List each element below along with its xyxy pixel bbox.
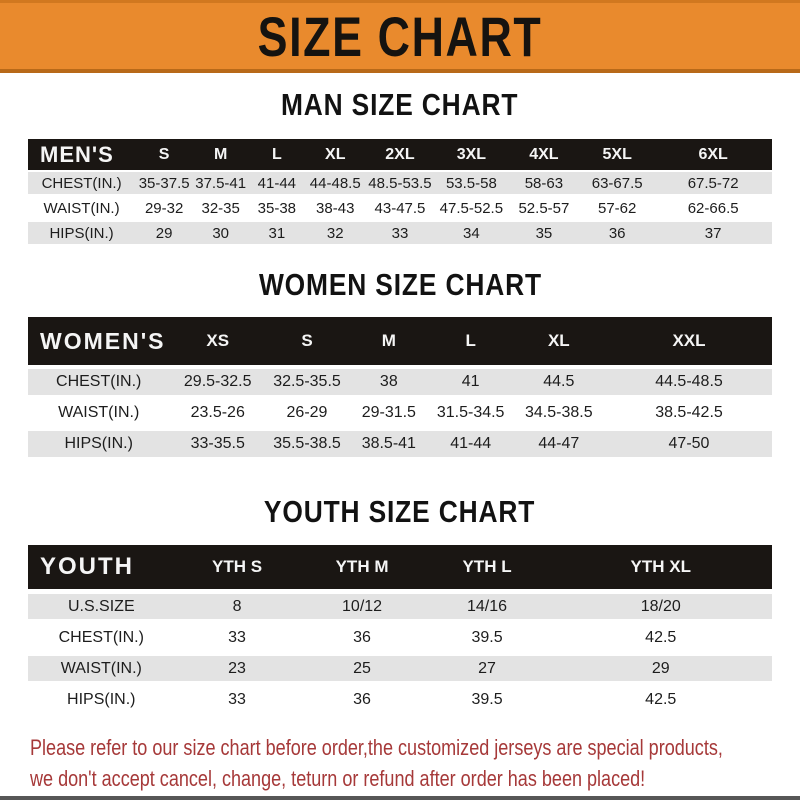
youth-section-heading xyxy=(0,495,800,528)
man-heading-text: MAN SIZE CHART xyxy=(281,87,519,122)
youth-value-cell: 27 xyxy=(478,659,496,677)
youth-value-cell: 25 xyxy=(353,659,371,677)
women-column-header-4: L xyxy=(465,331,476,350)
women-row-label-3: HIPS(IN.) xyxy=(64,435,133,452)
women-table-row-2 xyxy=(28,400,772,426)
women-table-row-1 xyxy=(28,369,772,395)
women-value-cell: 32.5-35.5 xyxy=(273,373,341,390)
men-value-cell: 52.5-57 xyxy=(518,199,570,217)
men-value-cell: 47.5-52.5 xyxy=(439,199,504,217)
youth-value-cell: 33 xyxy=(228,628,246,646)
women-row-label-1: CHEST(IN.) xyxy=(56,373,142,390)
women-value-cell: 29.5-32.5 xyxy=(183,373,252,390)
women-value-cell: 33-35.5 xyxy=(190,435,245,452)
women-row-label-2: WAIST(IN.) xyxy=(58,404,140,421)
youth-value-cell: 36 xyxy=(353,690,371,708)
youth-column-header-4: YTH XL xyxy=(630,557,691,576)
men-value-cell: 38-43 xyxy=(316,199,355,217)
men-value-cell: 32-35 xyxy=(201,199,240,217)
women-column-header-5: XL xyxy=(547,331,570,350)
men-column-header-7: 4XL xyxy=(529,145,559,163)
men-column-header-1: S xyxy=(158,145,170,163)
men-table-header-row xyxy=(28,139,772,170)
men-value-cell: 36 xyxy=(608,224,626,242)
men-size-table xyxy=(28,139,772,244)
youth-table-label: YOUTH xyxy=(40,553,134,580)
youth-value-cell: 8 xyxy=(232,597,242,615)
youth-table-row-3 xyxy=(28,656,772,681)
men-table-label: MEN'S xyxy=(40,141,114,167)
men-value-cell: 35-38 xyxy=(257,199,297,217)
women-value-cell: 26-29 xyxy=(286,404,328,421)
youth-value-cell: 14/16 xyxy=(467,597,508,615)
women-table-header-row xyxy=(28,317,772,365)
women-value-cell: 47-50 xyxy=(668,435,710,452)
bottom-edge-strip xyxy=(0,796,800,800)
disclaimer-text xyxy=(0,732,800,794)
men-value-cell: 35-37.5 xyxy=(138,174,190,192)
men-value-cell: 29-32 xyxy=(144,199,184,217)
men-column-header-6: 3XL xyxy=(456,145,487,163)
men-column-header-4: XL xyxy=(325,145,346,163)
youth-value-cell: 39.5 xyxy=(471,690,503,708)
men-table-row-3 xyxy=(28,222,772,244)
youth-table-row-4 xyxy=(28,687,772,712)
youth-value-cell: 29 xyxy=(651,659,670,677)
banner xyxy=(0,0,800,73)
women-column-header-6: XXL xyxy=(672,331,706,350)
men-row-label-1: CHEST(IN.) xyxy=(41,174,122,192)
women-table-row-3 xyxy=(28,431,772,457)
men-column-header-5: 2XL xyxy=(385,145,415,163)
women-value-cell: 23.5-26 xyxy=(190,404,245,421)
youth-value-cell: 36 xyxy=(353,628,371,646)
women-table-label: WOMEN'S xyxy=(40,327,166,354)
disclaimer-line-2: we don't accept cancel, change, teturn or refund after order has been placed! xyxy=(30,766,646,791)
men-column-header-8: 5XL xyxy=(602,145,632,163)
men-column-header-3: L xyxy=(271,145,282,163)
men-value-cell: 62-66.5 xyxy=(687,199,739,217)
women-value-cell: 44.5 xyxy=(543,373,575,390)
men-value-cell: 35 xyxy=(535,224,553,242)
youth-row-label-4: HIPS(IN.) xyxy=(67,690,136,708)
women-size-table xyxy=(28,317,772,457)
women-heading-text: WOMEN SIZE CHART xyxy=(258,267,542,302)
women-value-cell: 31.5-34.5 xyxy=(436,404,505,421)
women-section-heading xyxy=(0,268,800,301)
men-value-cell: 29 xyxy=(155,224,173,242)
women-column-header-1: XS xyxy=(206,331,230,350)
men-row-label-3: HIPS(IN.) xyxy=(49,224,114,242)
men-value-cell: 34 xyxy=(463,224,480,242)
women-value-cell: 41-44 xyxy=(450,435,492,452)
men-table-row-1 xyxy=(28,172,772,194)
women-value-cell: 38.5-41 xyxy=(361,435,416,452)
men-value-cell: 32 xyxy=(326,224,344,242)
men-value-cell: 58-63 xyxy=(524,174,564,192)
women-value-cell: 44-47 xyxy=(538,435,580,452)
men-value-cell: 44-48.5 xyxy=(309,174,361,192)
women-column-header-2: S xyxy=(301,331,313,350)
banner-title: SIZE CHART xyxy=(257,4,543,68)
youth-value-cell: 39.5 xyxy=(471,628,503,646)
men-value-cell: 41-44 xyxy=(257,174,297,192)
man-section-heading xyxy=(0,88,800,121)
men-value-cell: 63-67.5 xyxy=(591,174,643,192)
women-value-cell: 35.5-38.5 xyxy=(273,435,341,452)
youth-value-cell: 42.5 xyxy=(645,690,677,708)
youth-value-cell: 10/12 xyxy=(342,597,383,615)
men-row-label-2: WAIST(IN.) xyxy=(43,199,120,217)
youth-value-cell: 42.5 xyxy=(645,628,677,646)
youth-table-header-row xyxy=(28,545,772,589)
youth-row-label-3: WAIST(IN.) xyxy=(60,659,142,677)
women-value-cell: 44.5-48.5 xyxy=(655,373,723,390)
men-value-cell: 30 xyxy=(212,224,230,242)
youth-row-label-1: U.S.SIZE xyxy=(67,597,135,615)
youth-value-cell: 18/20 xyxy=(640,597,681,615)
youth-column-header-3: YTH L xyxy=(462,557,512,576)
youth-heading-text: YOUTH SIZE CHART xyxy=(264,494,536,529)
youth-column-header-1: YTH S xyxy=(212,557,263,576)
youth-table-row-2 xyxy=(28,625,772,650)
women-value-cell: 41 xyxy=(461,373,480,390)
men-value-cell: 48.5-53.5 xyxy=(368,174,432,192)
men-value-cell: 37 xyxy=(704,224,722,242)
youth-value-cell: 23 xyxy=(228,659,246,677)
men-value-cell: 67.5-72 xyxy=(687,174,739,192)
women-value-cell: 38.5-42.5 xyxy=(655,404,723,421)
men-value-cell: 33 xyxy=(391,224,409,242)
youth-value-cell: 33 xyxy=(228,690,246,708)
youth-table-row-1 xyxy=(28,594,772,619)
men-value-cell: 57-62 xyxy=(597,199,637,217)
women-value-cell: 34.5-38.5 xyxy=(525,404,593,421)
youth-row-label-2: CHEST(IN.) xyxy=(58,628,144,646)
women-column-header-3: M xyxy=(381,331,396,350)
disclaimer-line-1: Please refer to our size chart before order,the customized jerseys are special products, xyxy=(30,735,723,760)
women-value-cell: 38 xyxy=(379,373,398,390)
men-value-cell: 43-47.5 xyxy=(374,199,426,217)
youth-column-header-2: YTH M xyxy=(335,557,389,576)
men-column-header-2: M xyxy=(214,145,228,163)
men-value-cell: 53.5-58 xyxy=(445,174,497,192)
men-table-row-2 xyxy=(28,197,772,219)
men-value-cell: 31 xyxy=(268,224,286,242)
youth-size-table xyxy=(28,545,772,712)
men-value-cell: 37.5-41 xyxy=(195,174,247,192)
women-value-cell: 29-31.5 xyxy=(361,404,416,421)
men-column-header-9: 6XL xyxy=(698,145,728,163)
